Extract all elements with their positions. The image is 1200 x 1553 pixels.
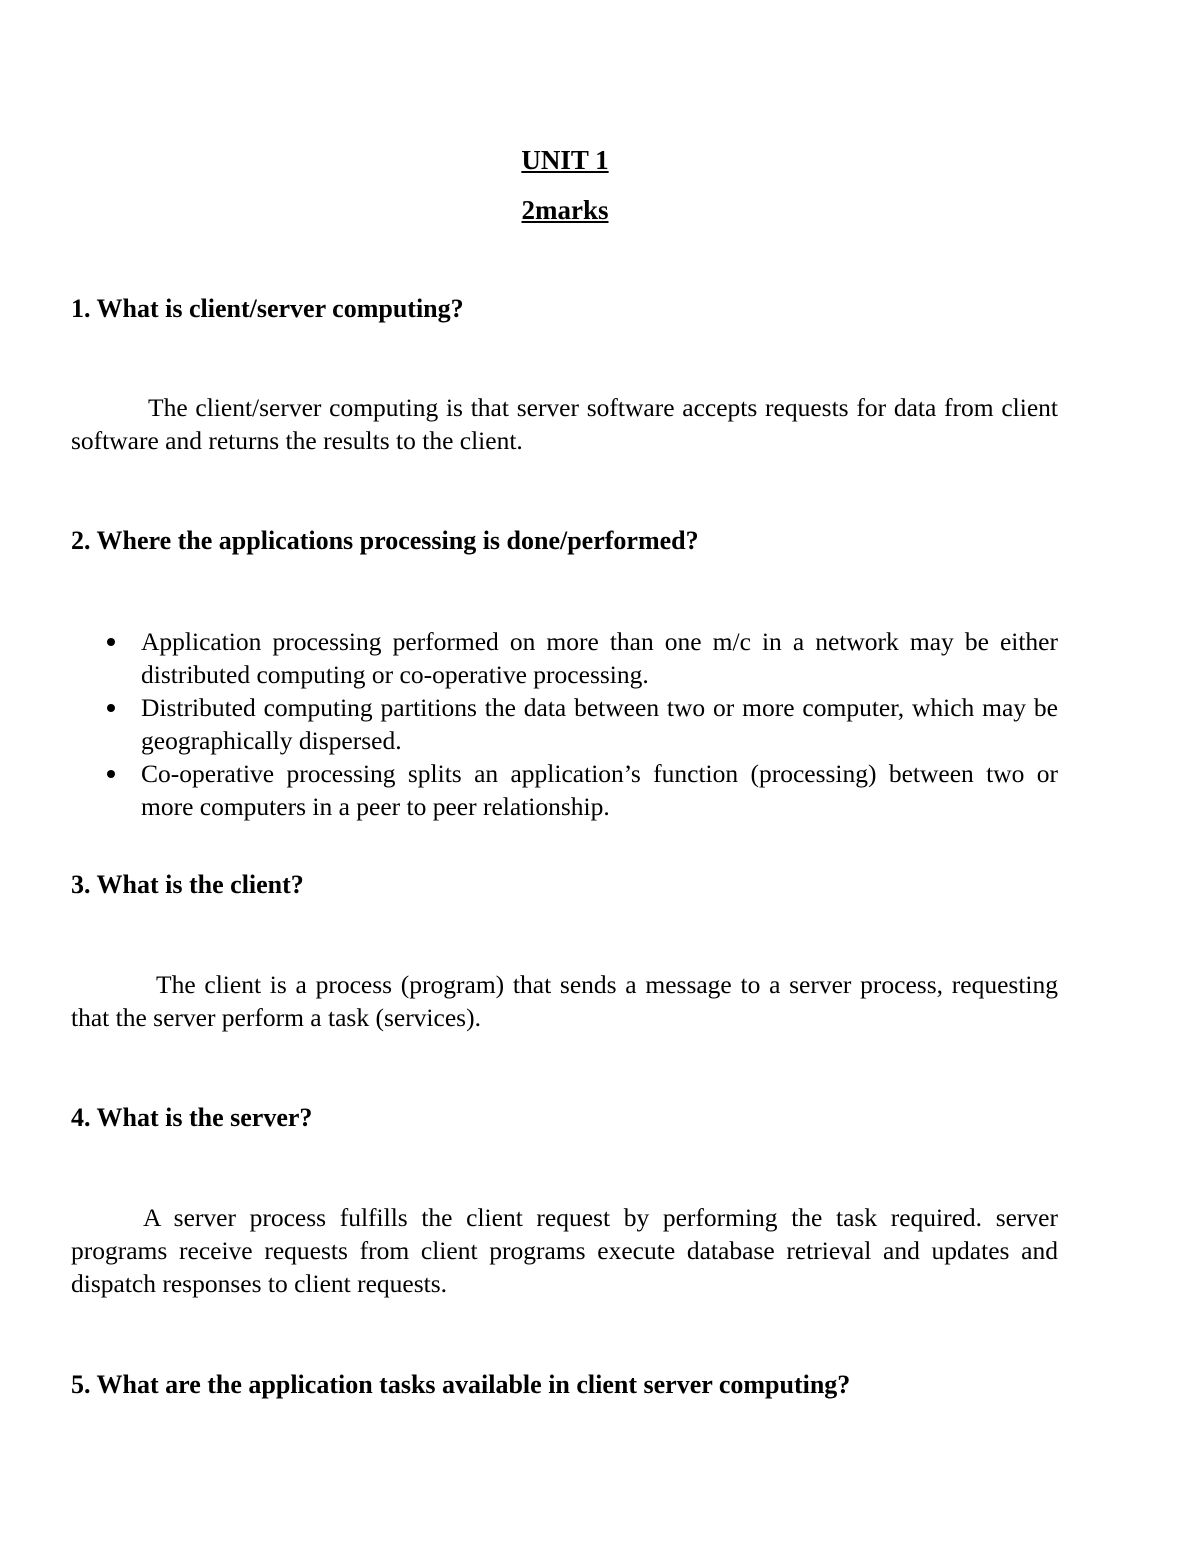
bullet-item bbox=[71, 625, 1058, 691]
question-4-answer: A server process fulfills the client request by performing the task required. server programs receive requests from client programs execute database retrieval and updates and dispatch responses to client requests. bbox=[71, 1203, 1058, 1298]
question-2-bullet-list bbox=[71, 625, 1058, 823]
question-3-heading: 3. What is the client? bbox=[71, 870, 304, 899]
bullet-text: Distributed computing partitions the data between two or more computer, which may be geographically dispersed. bbox=[141, 693, 1058, 755]
question-1-heading: 1. What is client/server computing? bbox=[71, 294, 464, 323]
question-4-heading: 4. What is the server? bbox=[71, 1103, 313, 1132]
question-3-answer: The client is a process (program) that sends a message to a server process, requesting that the server perform a task (services). bbox=[71, 970, 1058, 1032]
unit-title: UNIT 1 bbox=[521, 145, 609, 175]
question-1-answer: The client/server computing is that server software accepts requests for data from client software and returns the results to the client. bbox=[71, 393, 1058, 455]
bullet-item bbox=[71, 691, 1058, 757]
bullet-icon bbox=[107, 770, 115, 778]
bullet-text: Application processing performed on more than one m/c in a network may be either distributed computing or co-operative processing. bbox=[141, 627, 1058, 689]
bullet-icon bbox=[107, 704, 115, 712]
marks-title: 2marks bbox=[521, 195, 609, 225]
bullet-icon bbox=[107, 638, 115, 646]
bullet-item bbox=[71, 757, 1058, 823]
bullet-text: Co-operative processing splits an application’s function (processing) between two or more computers in a peer to peer relationship. bbox=[141, 759, 1058, 821]
question-2-heading: 2. Where the applications processing is done/performed? bbox=[71, 526, 699, 555]
question-5-heading: 5. What are the application tasks available in client server computing? bbox=[71, 1370, 851, 1399]
